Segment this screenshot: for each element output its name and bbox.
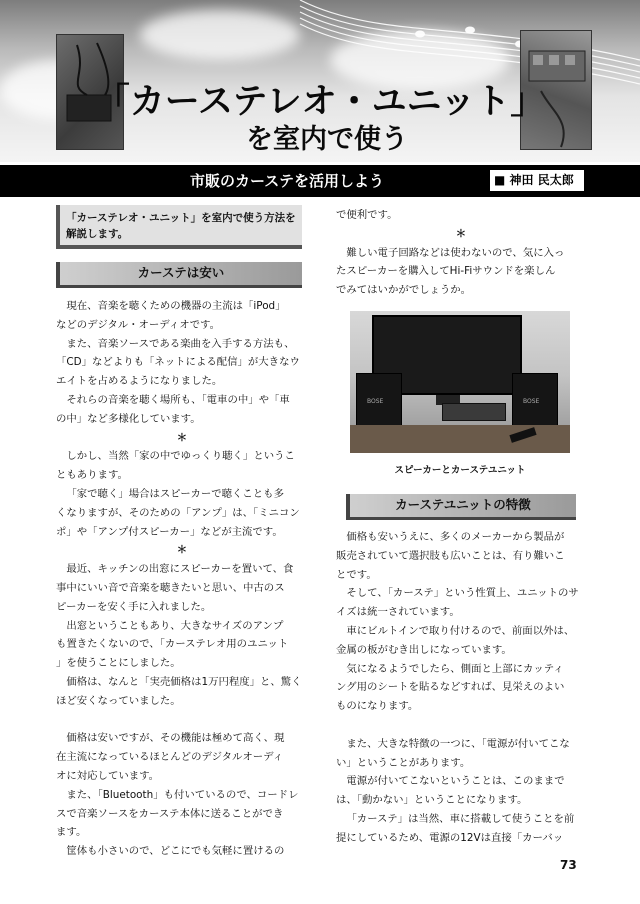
lead-box: 「カーステレオ・ユニット」を室内で使う方法を解説します。 [56, 205, 302, 249]
paragraph-line: 価格も安いうえに、多くのメーカーから製品が [346, 531, 565, 543]
speaker-right [512, 373, 558, 429]
paragraph-line: 「カーステ」は当然、車に搭載して使うことを前 [346, 812, 575, 825]
photo-caption: スピーカーとカーステユニット [394, 465, 526, 476]
paragraph-line: 難しい電子回路などは使わないので、気に入っ [346, 246, 565, 259]
paragraph-line: い」ということがあります。 [336, 756, 471, 769]
paragraph-line: の中」など多様化しています。 [56, 412, 201, 425]
article-title: 「カーステレオ・ユニット」 [94, 82, 546, 122]
subtitle-band [0, 165, 640, 197]
paragraph-line: などのデジタル・オーディオです。 [56, 318, 220, 331]
paragraph-line: 販売されていて選択肢も広いことは、有り難いこ [336, 549, 565, 562]
paragraph-line: 「CD」などよりも「ネットによる配信」が大きなウ [56, 356, 300, 369]
paragraph-line: エイトを占めるようになりました。 [56, 375, 223, 388]
section-heading-cheap: カーステは安い [56, 262, 302, 288]
paragraph-line: イズは統一されています。 [336, 606, 460, 619]
paragraph-line: ング用のシートを貼るなどすれば、見栄えのよい [336, 681, 565, 694]
paragraph-line: 気になるようでしたら、側面と上部にカッティ [346, 662, 564, 675]
author-name: ■ 神田 民太郎 [490, 170, 584, 191]
paragraph-line: 電源が付いてこないということは、このままで [346, 775, 565, 788]
paragraph-line: 価格は安いですが、その機能は極めて高く、現 [66, 732, 285, 745]
paragraph-line: それらの音楽を聴く場所も、「電車の中」や「車 [66, 393, 290, 406]
left-column-text [56, 297, 308, 861]
right-column-bottom-text [336, 528, 586, 848]
paragraph-line: ピーカーを安く手に入れました。 [56, 600, 212, 613]
paragraph-line: そして、「カーステ」という性質上、ユニットのサ [346, 587, 579, 600]
paragraph-line [56, 711, 308, 730]
paragraph-line: も置きたくないので、「カーステレオ用のユニット [56, 638, 289, 651]
paragraph-line: くなりますが、そのための「アンプ」は、「ミニコン [56, 506, 300, 519]
paragraph-line: ＊ [176, 544, 188, 557]
paragraph-line: 最近、キッチンの出窓にスピーカーを置いて、食 [66, 563, 294, 576]
paragraph-line: とです。 [336, 568, 377, 581]
paragraph-line: スで音楽ソースをカーステ本体に送ることができ [56, 807, 284, 820]
speaker-brand-label: BOSE [523, 398, 540, 405]
paragraph-line: でみてはいかがでしょうか。 [336, 284, 472, 297]
paragraph-line: ものになります。 [336, 700, 419, 713]
paragraph-line: 提にしているため、電源の12Vは直接「カーバッ [336, 831, 564, 844]
paragraph-line: ともあります。 [56, 469, 128, 482]
car-stereo-unit [442, 403, 506, 421]
paragraph-line: ます。 [56, 826, 87, 839]
paragraph-line: 「家で聴く」場合はスピーカーで聴くことも多 [66, 487, 284, 500]
paragraph-line: 金属の板がむき出しになっています。 [336, 643, 512, 656]
paragraph-line: また、音楽ソースである楽曲を入手する方法も、 [66, 337, 295, 350]
paragraph-line: は、「動かない」ということになります。 [336, 794, 528, 807]
paragraph-line: たスピーカーを購入してHi-Fiサウンドを楽しん [336, 265, 556, 278]
paragraph-line: ほど安くなっていました。 [56, 694, 181, 707]
speaker-photo [350, 311, 570, 453]
paragraph-line: ポ」や「アンプ付スピーカー」などが主流です。 [56, 525, 283, 538]
article-title-sub: を室内で使う [246, 124, 408, 155]
paragraph-line: 筐体も小さいので、どこにでも気軽に置けるの [66, 845, 285, 858]
paragraph-line: 事中にいい音で音楽を聴きたいと思い、中古のス [56, 581, 285, 594]
paragraph-line: 価格は、なんと「実売価格は1万円程度」と、驚く [66, 675, 302, 688]
page-number: 73 [560, 858, 577, 872]
paragraph-line: オに対応しています。 [56, 769, 160, 782]
paragraph-line: しかし、当然「家の中でゆっくり聴く」というこ [66, 450, 295, 463]
paragraph-line: 車にビルトインで取り付けるので、前面以外は、 [346, 624, 575, 637]
paragraph-line: また、「Bluetooth」も付いているので、コードレ [66, 788, 299, 801]
paragraph-line: 出窓ということもあり、大きなサイズのアンプ [66, 619, 284, 632]
paragraph-line: ＊ [176, 431, 188, 444]
paragraph-line: また、大きな特徴の一つに、「電源が付いてこな [346, 737, 570, 750]
section-heading-features: カーステユニットの特徴 [346, 494, 576, 520]
paragraph-line: で便利です。 [336, 209, 398, 221]
header-banner [0, 0, 640, 162]
paragraph-line: 現在、音楽を聴くための機器の主流は「iPod」 [66, 300, 286, 312]
paragraph-line: ＊ [455, 227, 467, 240]
speaker-left [356, 373, 402, 429]
article-subtitle: 市販のカーステを活用しよう [190, 172, 384, 190]
right-column-top-text [336, 206, 586, 300]
paragraph-line [336, 716, 586, 735]
paragraph-line: 在主流になっているほとんどのデジタルオーディ [56, 751, 284, 764]
speaker-brand-label: BOSE [367, 398, 384, 405]
paragraph-line: 」を使うことにしました。 [56, 657, 181, 670]
